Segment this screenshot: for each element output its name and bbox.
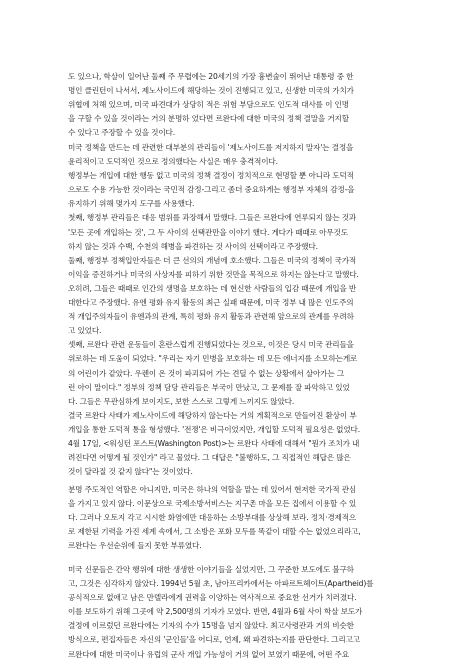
text-line: 이를 보도하기 위해 그곳에 약 2,500명의 기자가 모였다. 반면, 4월과 6월 사이 학살 보도가 bbox=[68, 607, 363, 617]
text-line: 대한다고 주장했다. 유엔 평화 유지 활동의 최근 실패 때문에, 미국 정부 내 많은 인도주의 bbox=[68, 298, 354, 308]
text-line: 로 제한된 기력을 가진 세계 속에서, 그 소방은 포화 모두를 똑같이 대할 수는 없었으리라고, bbox=[68, 527, 361, 537]
paragraph-3 bbox=[68, 483, 413, 553]
text-line: 것이 달라질 것 같지 않다"는 것이었다. bbox=[68, 467, 193, 477]
text-line: 미국 신문들은 간악 행위에 대한 생생한 이야기들을 실었지만, 그 꾸준한 보도에도 불구하 bbox=[68, 565, 354, 574]
text-line: 르완다는 우선순위에 들지 못한 부류였다. bbox=[68, 541, 202, 551]
text-line: 결국 르완다 사태가 제노사이드에 해당하지 않는다는 거의 게획적으로 만들어진 환상이 부 bbox=[68, 410, 357, 420]
text-line: 으로도 수용 가능한 것이라는 국민적 감정-그리고 좀더 중요하게는 행정부 자체의 감정-을 bbox=[68, 185, 355, 195]
text-line: 위로하는 데 도움이 되었다. "우리는 자기 민병을 보호하는 데 모든 에너지를 소모하는게로 bbox=[68, 354, 358, 364]
text-line: 고 있었다. bbox=[68, 326, 102, 336]
text-line: '모든 곳에 개입하는 것', 그 두 사이의 선택관만을 이야기 했다. 게다가 때때로 아무것도 bbox=[68, 227, 348, 237]
text-line: 고, 그것은 심각하지 않았다. 1994년 5월 초, 남아프리카에서는 아파르트헤이트(Apartheid)를 bbox=[68, 579, 374, 589]
text-line: 유지하기 위해 몇가지 도구를 사용했다. bbox=[68, 199, 195, 209]
text-line: 첫째, 행정부 관리들은 대응 범위를 과장해서 말했다. 그들은 르완다에 연루되지 않는 것과 bbox=[68, 213, 357, 223]
text-line: 도 있으나, 학살이 일어난 둘째 주 무렵에는 20세기의 가장 흉변술이 뛰어난 대통령 중 한 bbox=[68, 72, 354, 81]
text-line: 미국 정책을 만드는 데 관련한 대부분의 관리들이 '제노사이드를 저지하지 말자'는 결정을 bbox=[68, 143, 354, 152]
text-line: 다. 그들은 무관심하게 보이지도, 보한 스스로 그렇게 느끼지도 않았다. bbox=[68, 396, 295, 406]
text-line: 방식으로, 편집자들은 자신의 '군인들'을 어디로, 언제, 왜 파견하는지를 판단한다. 그리고고 bbox=[68, 635, 360, 645]
text-line: 의 어린이가 같았다. 우렌이 온 것이 파괴되어 가는 견딜 수 없는 상황에서 살아가는 그 bbox=[68, 368, 344, 378]
text-line: 다. 그러나 오토지 각고 시시한 화염에만 대응하는 소방부대를 상상해 보라. 정치·경제적으 bbox=[68, 513, 357, 523]
text-line: 려진다면 어떻게 될 것인가" 라고 물었다. 그 대답은 "불행하도, 그 직접적인 해답은 많은 bbox=[68, 453, 351, 463]
text-line: 이익을 증진하거나 미국의 사상자를 피하기 위한 것만을 목적으로 하지는 않는다고 말했다. bbox=[68, 269, 359, 279]
text-line: 하지 않는 것과 수백, 수천의 해병을 파견하는 것 사이의 선택이라고 주장했다. bbox=[68, 241, 318, 251]
paragraph-2 bbox=[68, 141, 413, 479]
text-line: 위협에 처해 있으며, 미국 파견대가 상당히 적은 위험 부담으로도 인도적 대사를 이 인명 bbox=[68, 100, 349, 110]
paragraph-1 bbox=[68, 70, 413, 140]
paragraph-4 bbox=[68, 563, 413, 662]
text-line: 명인 클린턴이 나서서, 제노사이드에 해당하는 것이 진행되고 있고, 신생한 미국의 가치가 bbox=[68, 86, 354, 96]
text-line: 을 가지고 있지 않다. 이문상으로 국제소방서비스는 지구촌 마을 모든 집에서 이용할 수 있 bbox=[68, 499, 357, 509]
text-line: 결정에 이르렀던 르완다에는 기자의 수가 15명을 넘지 않았다. 최고사령관과 거의 비슷한 bbox=[68, 621, 354, 631]
text-line: 런 아이 말이다." 정부의 정책 담당 관리들은 부국이 만났고, 그 문제를 잘 파악하고 있었 bbox=[68, 382, 350, 392]
text-line: 적 개입주의자들이 유엔과의 관계, 특히 평화 유지 활동과 관련해 앞으로의 관계를 우려하 bbox=[68, 312, 354, 322]
text-line: 분명 주도적인 역할은 아니지만, 미국은 하나의 역할을 맡는 데 있어서 현저한 국가적 관심 bbox=[68, 485, 357, 494]
text-line: 수 있다고 주장할 수 있을 것이다. bbox=[68, 128, 175, 138]
text-line: 개입을 통한 도덕적 통을 형성했다. '전쟁'은 비극이었지만, 개입할 도덕적 필요성은 없었다. bbox=[68, 424, 360, 434]
text-line: 행정부는 개입에 대한 행동 없고 미국의 정책 결정이 정치적으로 현명할 뿐 아니라 도덕적 bbox=[68, 171, 354, 181]
text-line: 을 구할 수 있을 것이라는 거의 분명하 었다면 르완다에 대한 미국의 정책 결말을 거지할 bbox=[68, 114, 349, 124]
text-line: 윤리적이고 도덕적인 것으로 정의했다는 사실은 매우 충격적이다. bbox=[68, 157, 278, 167]
text-line: 4월 17일, <워싱턴 포스트(Washington Post)>는 르완다 사태에 대해서 "뭔가 조치가 내 bbox=[68, 438, 360, 448]
text-line: 르완다에 대한 미국이나 유럽의 군사 개입 가능성이 거의 없어 보였기 때문에, 어떤 주요 bbox=[68, 649, 349, 659]
text-line: 셋째, 르완다 관련 운동들이 혼란스럽게 진행되었다는 것으로, 이것은 당시 미국 관리들을 bbox=[68, 340, 354, 350]
text-line: 둘째, 행정부 정책입안자들은 더 큰 선의의 개념에 호소했다. 그들은 미국의 정책이 국가적 bbox=[68, 255, 357, 265]
text-line: 오히려, 그들은 때때로 인간의 생명을 보호하는 데 현신한 사람들의 입감 때문에 개입을 반 bbox=[68, 283, 357, 293]
text-line: 공식적으로 없애고 남은 만델라에게 권력을 이양하는 역사적으로 중요한 선거가 치러졌다. bbox=[68, 593, 357, 603]
